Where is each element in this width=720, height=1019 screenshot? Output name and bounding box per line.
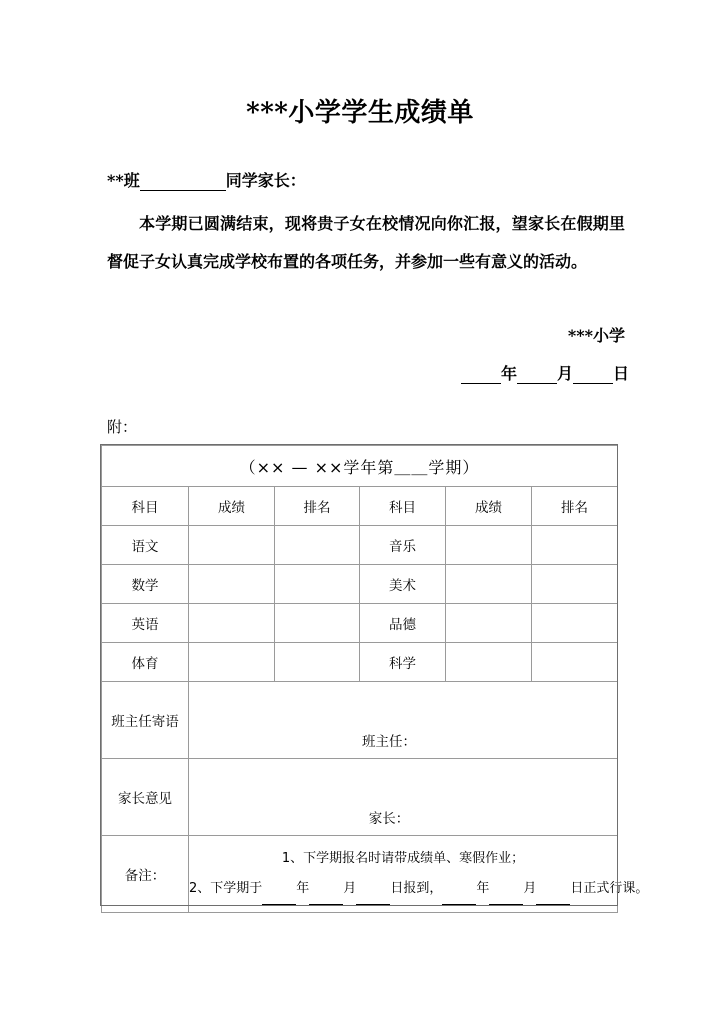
- header-score-left: 成绩: [189, 487, 275, 526]
- table-header-row: [102, 487, 618, 526]
- rank-input-cell[interactable]: [532, 604, 618, 643]
- rank-input-cell[interactable]: [275, 526, 360, 565]
- rank-input-cell[interactable]: [532, 526, 618, 565]
- attachment-label: 附：: [107, 418, 138, 436]
- subject-name-cell: 语文: [102, 526, 189, 565]
- table-row: [102, 604, 618, 643]
- score-input-cell[interactable]: [446, 604, 532, 643]
- signature-date: [0, 361, 629, 384]
- class-start-day-label: 日正式行课。: [570, 880, 649, 896]
- class-start-year-label: 年: [476, 880, 490, 896]
- parent-comment-row: [102, 759, 618, 836]
- score-input-cell[interactable]: [189, 604, 275, 643]
- teacher-comment-label: 班主任寄语: [102, 682, 189, 759]
- teacher-comment-row: [102, 682, 618, 759]
- teacher-signature-label: 班主任：: [362, 734, 417, 750]
- page-title: ***小学学生成绩单: [246, 98, 474, 128]
- notes-label: 备注：: [102, 836, 189, 913]
- report-month-label: 月: [343, 880, 357, 896]
- header-subject-left: 科目: [102, 487, 189, 526]
- rank-input-cell[interactable]: [275, 604, 360, 643]
- subject-name-cell: 体育: [102, 643, 189, 682]
- signature-month-blank[interactable]: [517, 364, 557, 384]
- header-score-right: 成绩: [446, 487, 532, 526]
- salutation-class-prefix: **班: [107, 171, 140, 190]
- notes-line-2: [189, 874, 649, 905]
- salutation-suffix: 同学家长：: [225, 171, 306, 190]
- score-input-cell[interactable]: [189, 565, 275, 604]
- notes-row: [102, 836, 618, 913]
- score-input-cell[interactable]: [189, 643, 275, 682]
- header-subject-right: 科目: [360, 487, 446, 526]
- rank-input-cell[interactable]: [532, 643, 618, 682]
- subject-name-cell: 科学: [360, 643, 446, 682]
- signature-day-label: 日: [612, 364, 629, 383]
- report-day-label: 日报到，: [390, 880, 443, 896]
- class-start-year-blank[interactable]: [442, 874, 476, 905]
- subject-name-cell: 英语: [102, 604, 189, 643]
- subject-name-cell: 品德: [360, 604, 446, 643]
- header-rank-left: 排名: [275, 487, 360, 526]
- signature-year-blank[interactable]: [461, 364, 501, 384]
- table-caption: （×× — ××学年第＿＿学期）: [102, 446, 618, 487]
- teacher-comment-area[interactable]: [189, 682, 618, 759]
- subject-name-cell: 音乐: [360, 526, 446, 565]
- signature-month-label: 月: [556, 364, 573, 383]
- signature-day-blank[interactable]: [573, 364, 613, 384]
- score-input-cell[interactable]: [446, 565, 532, 604]
- table-row: [102, 565, 618, 604]
- subject-name-cell: 数学: [102, 565, 189, 604]
- rank-input-cell[interactable]: [532, 565, 618, 604]
- score-input-cell[interactable]: [189, 526, 275, 565]
- parent-comment-label: 家长意见: [102, 759, 189, 836]
- report-year-label: 年: [296, 880, 310, 896]
- table-row: [102, 643, 618, 682]
- subject-name-cell: 美术: [360, 565, 446, 604]
- grade-table: [101, 445, 649, 913]
- signature-year-label: 年: [500, 364, 517, 383]
- student-name-blank[interactable]: [140, 171, 226, 191]
- notes-line-1: 1、下学期报名时请带成绩单、寒假作业；: [281, 850, 525, 866]
- rank-input-cell[interactable]: [275, 643, 360, 682]
- score-input-cell[interactable]: [446, 643, 532, 682]
- parent-signature-label: 家长：: [368, 811, 410, 827]
- salutation-line: [107, 168, 306, 191]
- class-start-month-label: 月: [523, 880, 537, 896]
- report-year-blank[interactable]: [262, 874, 296, 905]
- signature-school: ***小学: [567, 326, 625, 345]
- table-row: [102, 526, 618, 565]
- rank-input-cell[interactable]: [275, 565, 360, 604]
- notes-content: [189, 836, 649, 913]
- score-input-cell[interactable]: [446, 526, 532, 565]
- report-day-blank[interactable]: [356, 874, 390, 905]
- table-caption-row: [102, 446, 618, 487]
- header-rank-right: 排名: [532, 487, 618, 526]
- report-month-blank[interactable]: [309, 874, 343, 905]
- class-start-day-blank[interactable]: [536, 874, 570, 905]
- body-paragraph: 本学期已圆满结束，现将贵子女在校情况向你汇报，望家长在假期里督促子女认真完成学校布置的各项任务，并参加一些有意义的活动。: [107, 214, 625, 271]
- parent-comment-area[interactable]: [189, 759, 618, 836]
- class-start-month-blank[interactable]: [489, 874, 523, 905]
- notes-line-2-prefix: 2、下学期于: [189, 880, 263, 896]
